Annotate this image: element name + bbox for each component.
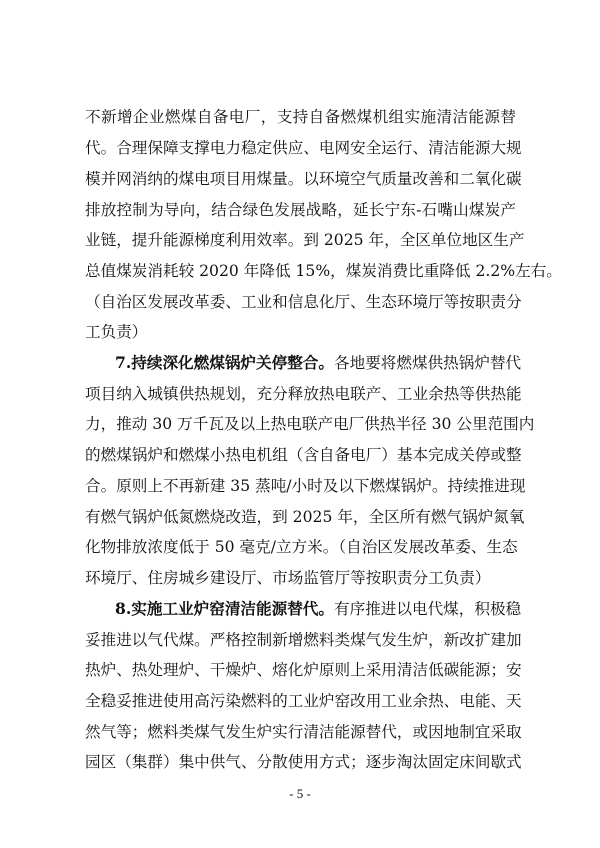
text-line: 排放控制为导向，结合绿色发展战略，延长宁东-石嘴山煤炭产 — [85, 201, 516, 219]
section-8-lead: 有序推进以电代煤，积极稳 — [334, 600, 522, 618]
text-line: 化物排放浓度低于 50 毫克/立方米。（自治区发展改革委、生态 — [85, 538, 518, 556]
text-line: （自治区发展改革委、工业和信息化厅、生态环境厅等按职责分 — [85, 293, 522, 311]
page-number: - 5 - — [289, 786, 311, 801]
section-8-heading: 8.实施工业炉窑清洁能源替代。 — [115, 599, 334, 618]
text-line: 妥推进以气代煤。严格控制新增燃料类煤气发生炉，新改扩建加 — [85, 631, 522, 649]
text-line: 模并网消纳的煤电项目用煤量。以环境空气质量改善和二氧化碳 — [85, 170, 522, 188]
text-line: 总值煤炭消耗较 2020 年降低 15%，煤炭消费比重降低 2.2%左右。 — [85, 262, 562, 280]
text-line: 合。原则上不再新建 35 蒸吨/小时及以下燃煤锅炉。持续推进现 — [85, 477, 526, 495]
text-line: 环境厅、住房城乡建设厅、市场监管厅等按职责分工负责） — [85, 569, 491, 587]
text-line: 园区（集群）集中供气、分散使用方式；逐步淘汰固定床间歇式 — [85, 753, 522, 771]
text-line: 然气等；燃料类煤气发生炉实行清洁能源替代，或因地制宜采取 — [85, 723, 522, 741]
text-line: 有燃气锅炉低氮燃烧改造，到 2025 年，全区所有燃气锅炉氮氧 — [85, 508, 525, 526]
text-line: 代。合理保障支撑电力稳定供应、电网安全运行、清洁能源大规 — [85, 139, 522, 157]
section-7-heading: 7.持续深化燃煤锅炉关停整合。 — [115, 353, 334, 372]
text-line: 热炉、热处理炉、干燥炉、熔化炉原则上采用清洁低碳能源；安 — [85, 661, 522, 679]
text-line: 力，推动 30 万千瓦及以上热电联产电厂供热半径 30 公里范围内 — [85, 415, 535, 433]
text-line: 工负责） — [85, 323, 148, 341]
section-7-first-line — [115, 353, 522, 375]
section-7-lead: 各地要将燃煤供热锅炉替代 — [334, 354, 522, 372]
text-line: 不新增企业燃煤自备电厂，支持自备燃煤机组实施清洁能源替 — [85, 108, 516, 126]
text-line: 业链，提升能源梯度利用效率。到 2025 年，全区单位地区生产 — [85, 231, 525, 249]
text-line: 全稳妥推进使用高污染燃料的工业炉窑改用工业余热、电能、天 — [85, 692, 522, 710]
text-line: 项目纳入城镇供热规划，充分释放热电联产、工业余热等供热能 — [85, 385, 522, 403]
text-line: 的燃煤锅炉和燃煤小热电机组（含自备电厂）基本完成关停或整 — [85, 446, 522, 464]
section-8-first-line — [115, 599, 522, 621]
